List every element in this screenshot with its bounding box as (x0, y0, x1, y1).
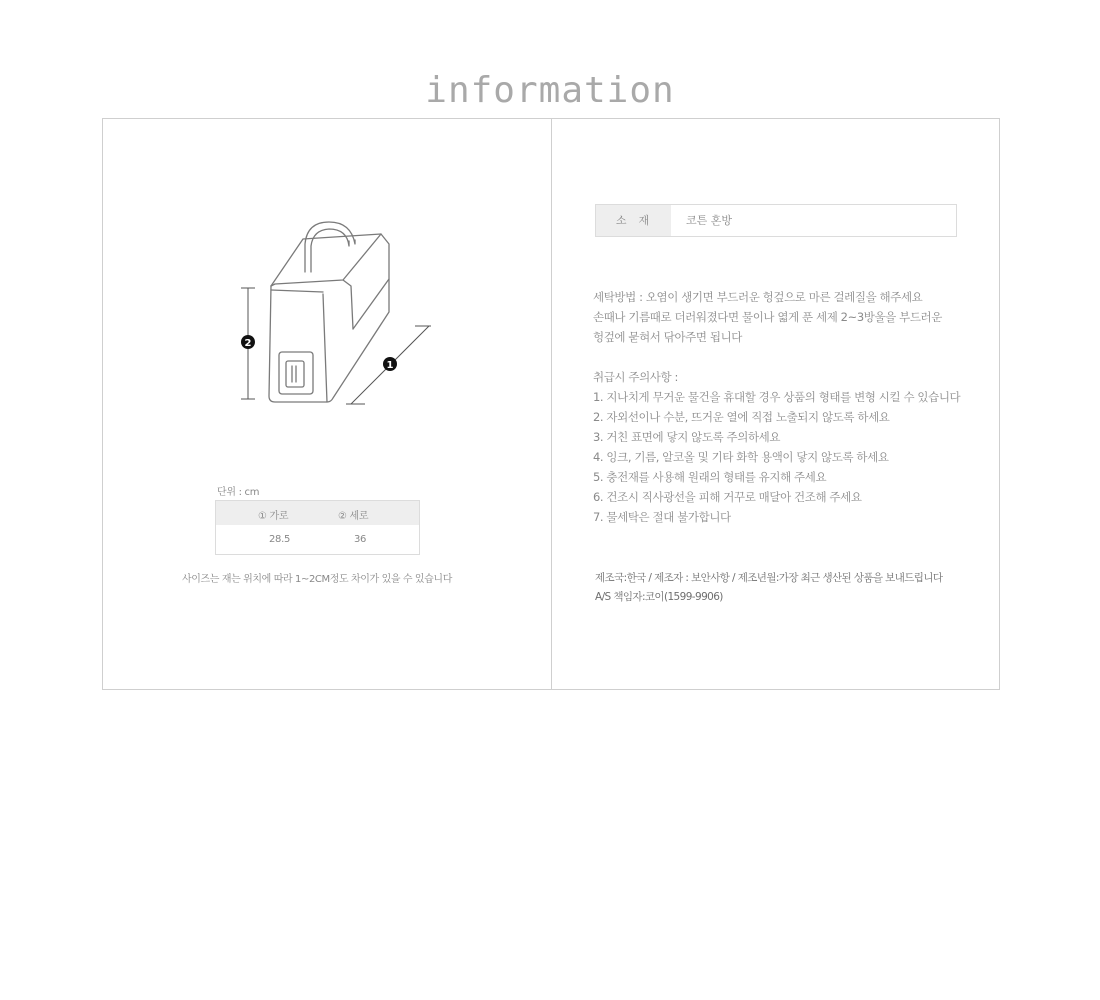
bag-lid (271, 234, 389, 329)
list-item: 3. 거친 표면에 닿지 않도록 주의하세요 (593, 430, 781, 444)
width-marker-label: 1 (386, 360, 394, 371)
origin-line: 제조국:한국 / 제조자 : 보안사항 / 제조년월:가장 최근 생산된 상품을 보내드립니다 (595, 572, 943, 584)
size-table-header (216, 501, 419, 525)
size-note: 사이즈는 재는 위치에 따라 1~2CM정도 차이가 있을 수 있습니다 (182, 574, 452, 585)
care-instructions (593, 367, 960, 527)
material-row (595, 204, 957, 237)
size-col-width: ① 가로 (258, 511, 289, 522)
size-table (215, 500, 420, 555)
list-item: 7. 물세탁은 절대 불가합니다 (593, 510, 731, 524)
list-item: 1. 지나치게 무거운 물건을 휴대할 경우 상품의 형태를 변형 시킬 수 있습니다 (593, 390, 961, 404)
manufacturer-info (595, 569, 942, 607)
wash-line: 손때나 기름때로 더러워졌다면 물이나 엷게 푼 세제 2~3방울을 부드러운 (593, 310, 942, 324)
panel-divider (551, 119, 552, 689)
list-item: 4. 잉크, 기름, 알코올 및 기타 화학 용액이 닿지 않도록 하세요 (593, 450, 889, 464)
information-panel (102, 118, 1000, 690)
list-item: 5. 충전재를 사용해 원래의 형태를 유지해 주세요 (593, 470, 827, 484)
material-label: 소재 (596, 205, 671, 236)
size-col-height: ② 세로 (338, 511, 369, 522)
size-unit: 단위 : cm (217, 487, 260, 498)
material-value: 코튼 혼방 (686, 214, 733, 227)
page-title: information (425, 70, 675, 111)
size-value-width: 28.5 (269, 534, 291, 545)
table-row (216, 525, 419, 554)
wash-line: 헝겊에 묻혀서 닦아주면 됩니다 (593, 330, 742, 344)
list-item: 2. 자외선이나 수분, 뜨거운 열에 직접 노출되지 않도록 하세요 (593, 410, 890, 424)
origin-line: A/S 책임자:코이(1599-9906) (595, 591, 723, 603)
height-marker-label: 2 (244, 338, 252, 349)
size-value-height: 36 (354, 534, 367, 545)
care-heading: 취급시 주의사항 : (593, 370, 678, 384)
bag-illustration (231, 214, 441, 414)
washing-instructions (593, 287, 942, 347)
wash-line: 세탁방법 : 오염이 생기면 부드러운 헝겊으로 마른 걸레질을 해주세요 (593, 290, 923, 304)
list-item: 6. 건조시 직사광선을 피해 거꾸로 매달아 건조해 주세요 (593, 490, 862, 504)
